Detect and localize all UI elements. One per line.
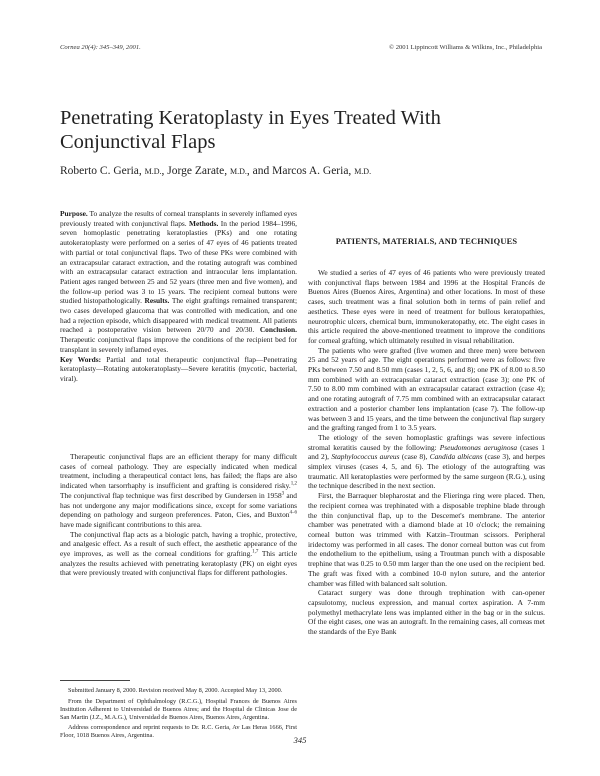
purpose-label: Purpose. xyxy=(60,209,88,218)
journal-citation: Cornea 20(4): 345–349, 2001. xyxy=(60,44,141,51)
section-heading: PATIENTS, MATERIALS, AND TECHNIQUES xyxy=(335,237,518,246)
intro-paragraph: Therapeutic conjunctival flaps are an efficient therapy for many difficult cases of corneal pathology. They are especially indicated when medical treatment, including a therapeutical contact lens, has failed; the flaps are also indicated when tarsorrhaphy is insufficient and grafting is considered risky.$^{1,2}$ The conjunctival flap technique was first described by Gundersen in 1958$^3$ and has not undergone any major modifications since, except for some variations depending on pathology and surgeon preferences. Paton, Cies, and Buxton$^{4-6}$ have made significant contributions to this area. xyxy=(60,452,297,529)
author-separator: , xyxy=(161,165,165,177)
citation-ref: 3 xyxy=(281,491,285,497)
abstract-body xyxy=(60,209,297,355)
author-separator: , and xyxy=(246,165,270,177)
keywords xyxy=(60,355,297,384)
author-name: Jorge Zarate, xyxy=(167,165,228,177)
author-degree: M.D. xyxy=(354,167,372,176)
page-number: 345 xyxy=(293,735,307,745)
citation-ref: 4–6 xyxy=(289,510,297,516)
author-list xyxy=(60,165,371,177)
section-paragraph: The patients who were grafted (five women and three men) were between 25 and 52 years of age. The eight operations performed were as follows: five PKs between 7.50 and 8.50 mm (cases 1, 2, 5, 6, and 8); one PK of 8.00 to 8.50 mm combined with an extracapsular cataract extraction (case 3); one PK of 7.50 to 8.00 mm combined with an extracapsular cataract extraction (case 4); and one rotating autograft of 7.75 mm combined with an extracapsular cataract extraction and a posterior chamber lens implantation (case 7). The follow-up was between 3 and 15 years, and the time between the conjunctival flap surgery and the grafting ranged from 1 to 3.5 years. xyxy=(308,345,545,433)
section-paragraph: First, the Barraquer blepharostat and the Flieringa ring were placed. Then, the recipient cornea was trephinated with a disposable trephine blade through the thin conjunctival flap, up to the Descemet's membrane. The anterior chamber was penetrated with a diamond blade at 10 o'clock; the remaining corneal button was trimmed with Katzin–Troutman scissors. Peripheral iridectomy was performed in all cases. The donor corneal button was cut from the endothelium to the epithelium, using a Troutman punch with a disposable trephine that was 0.25 to 0.50 mm larger than the one used on the recipient bed. The graft was fixed with a combined 10-0 nylon suture, and the anterior chamber was filled with balanced salt solution. xyxy=(308,491,545,588)
conclusion-text: Therapeutic conjunctival flaps improve the conditions of the recipient bed for transplant in severely inflamed eyes. xyxy=(60,335,297,354)
conclusion-label: Conclusion. xyxy=(259,325,297,335)
citation-ref: 1,2 xyxy=(290,481,297,487)
author-name: Roberto C. Geria, xyxy=(60,165,142,177)
intro-paragraph: The conjunctival flap acts as a biologic patch, having a trophic, protective, and analgesic effect. As a result of such effect, the aesthetic appearance of the eye improves, as well as the corneal conditions for grafting.$^{1,7}$ This article analyzes the results achieved with penetrating keratoplasty (PK) on eight eyes that were previously treated with conjunctival flaps for different pathologies. xyxy=(60,529,297,578)
footnote-dates: Submitted January 8, 2000. Revision received May 8, 2000. Accepted May 13, 2000. xyxy=(68,687,283,694)
author-name: Marcos A. Geria, xyxy=(272,165,352,177)
introduction xyxy=(60,452,297,578)
organism-name: Candida albicans xyxy=(429,452,483,462)
abstract xyxy=(60,209,297,384)
citation-ref: 1,7 xyxy=(252,549,259,555)
methods-section xyxy=(308,268,545,637)
purpose-text: To analyze the results of corneal transplants in severely inflamed eyes previously treated with conjunctival flaps. xyxy=(60,209,297,228)
section-paragraph: Cataract surgery was done through trephination with can-opener capsulotomy, nucleus expression, and manual cortex aspiration. A 7-mm polymethyl methacrylate lens was implanted either in the bag or in the sulcus. Of the eight cases, one was an autograft. In the remaining cases, all corneas met the standards of the Eye Bank xyxy=(308,588,545,637)
author-degree: M.D. xyxy=(144,167,162,176)
footnote-correspondence: Address correspondence and reprint requests to Dr. R.C. Geria, Av Las Heras 1666, First Floor, 1018 Buenos Aires, Argentina. xyxy=(60,724,297,740)
section-paragraph: The etiology of the seven homoplastic graftings was severe infectious stromal keratitis caused by the following: Pseudomonas aeruginosa (cases 1 and 2), Staphylococcus aureus (case 8), Candida albicans (case 3), and herpes simplex viruses (cases 4, 5, and 6). The etiology of the autografting was traumatic. All keratoplasties were performed by the same surgeon (R.G.), using the technique described in the next section. xyxy=(308,432,545,491)
article-title: Penetrating Keratoplasty in Eyes Treated With Conjunctival Flaps xyxy=(60,107,441,153)
organism-name: Pseudomonas aeruginosa xyxy=(439,442,518,452)
section-paragraph: We studied a series of 47 eyes of 46 patients who were previously treated with conjunctival flaps between 1984 and 1996 at the Hospital Francés de Buenos Aires (Buenos Aires, Argentina) and other locations. In most of these cases, such treatment was a final solution both in terms of pain relief and aesthetics. These eyes were in need of treatment for bullous keratopathies, neurotrophic ulcers, chemical burn, immunokeratopathy, etc. The eight cases in this article required the above-mentioned treatment to improve the conditions for corneal grafting, which ultimately resulted in visual rehabilitation. xyxy=(308,268,545,345)
footnote-divider xyxy=(60,680,130,681)
results-text: The eight graftings remained transparent; two cases developed glaucoma that was controlled with medication, and one had a rejection episode, which disappeared with medical treatment. All patients reached a postoperative vision between 20/70 and 20/30. xyxy=(60,296,298,335)
publisher-line: © 2001 Lippincott Williams & Wilkins, Inc., Philadelphia xyxy=(389,44,542,51)
methods-label: Methods. xyxy=(189,218,219,228)
author-degree: M.D. xyxy=(229,167,247,176)
footnote-affiliation: From the Department of Ophthalmology (R.C.G.), Hospital Frances de Buenos Aires Institution Adherent to Universidad de Buenos Aires; and the Hospital de Clinicas Jose de San Martin (J.Z., M.A.G.), Universidad de Buenos Aires, Buenos Aires, Argentina. xyxy=(60,697,297,721)
organism-name: Staphylococcus aureus xyxy=(331,452,400,462)
keywords-text: Partial and total therapeutic conjunctival flap—Penetrating keratoplasty—Rotating autokeratoplasty—Severe keratitis (mycotic, bacterial, viral). xyxy=(60,354,297,383)
methods-text: In the period 1984–1996, seven homoplastic penetrating keratoplasties (PKs) and one rotating autokeratoplasty were performed on a series of 47 eyes of 46 patients treated with partial or total conjunctival flaps. Two of these PKs were combined with an extracapsular cataract extraction, and the rotating autograft was combined with an extracapsular cataract extraction and intraocular lens implantation. Patient ages ranged between 25 and 52 years (three men and five women), and the follow-up period was 3 to 15 years. The recipient corneal buttons were studied histopathologically. xyxy=(60,218,298,306)
keywords-label: Key Words: xyxy=(60,354,102,364)
results-label: Results. xyxy=(144,296,170,306)
